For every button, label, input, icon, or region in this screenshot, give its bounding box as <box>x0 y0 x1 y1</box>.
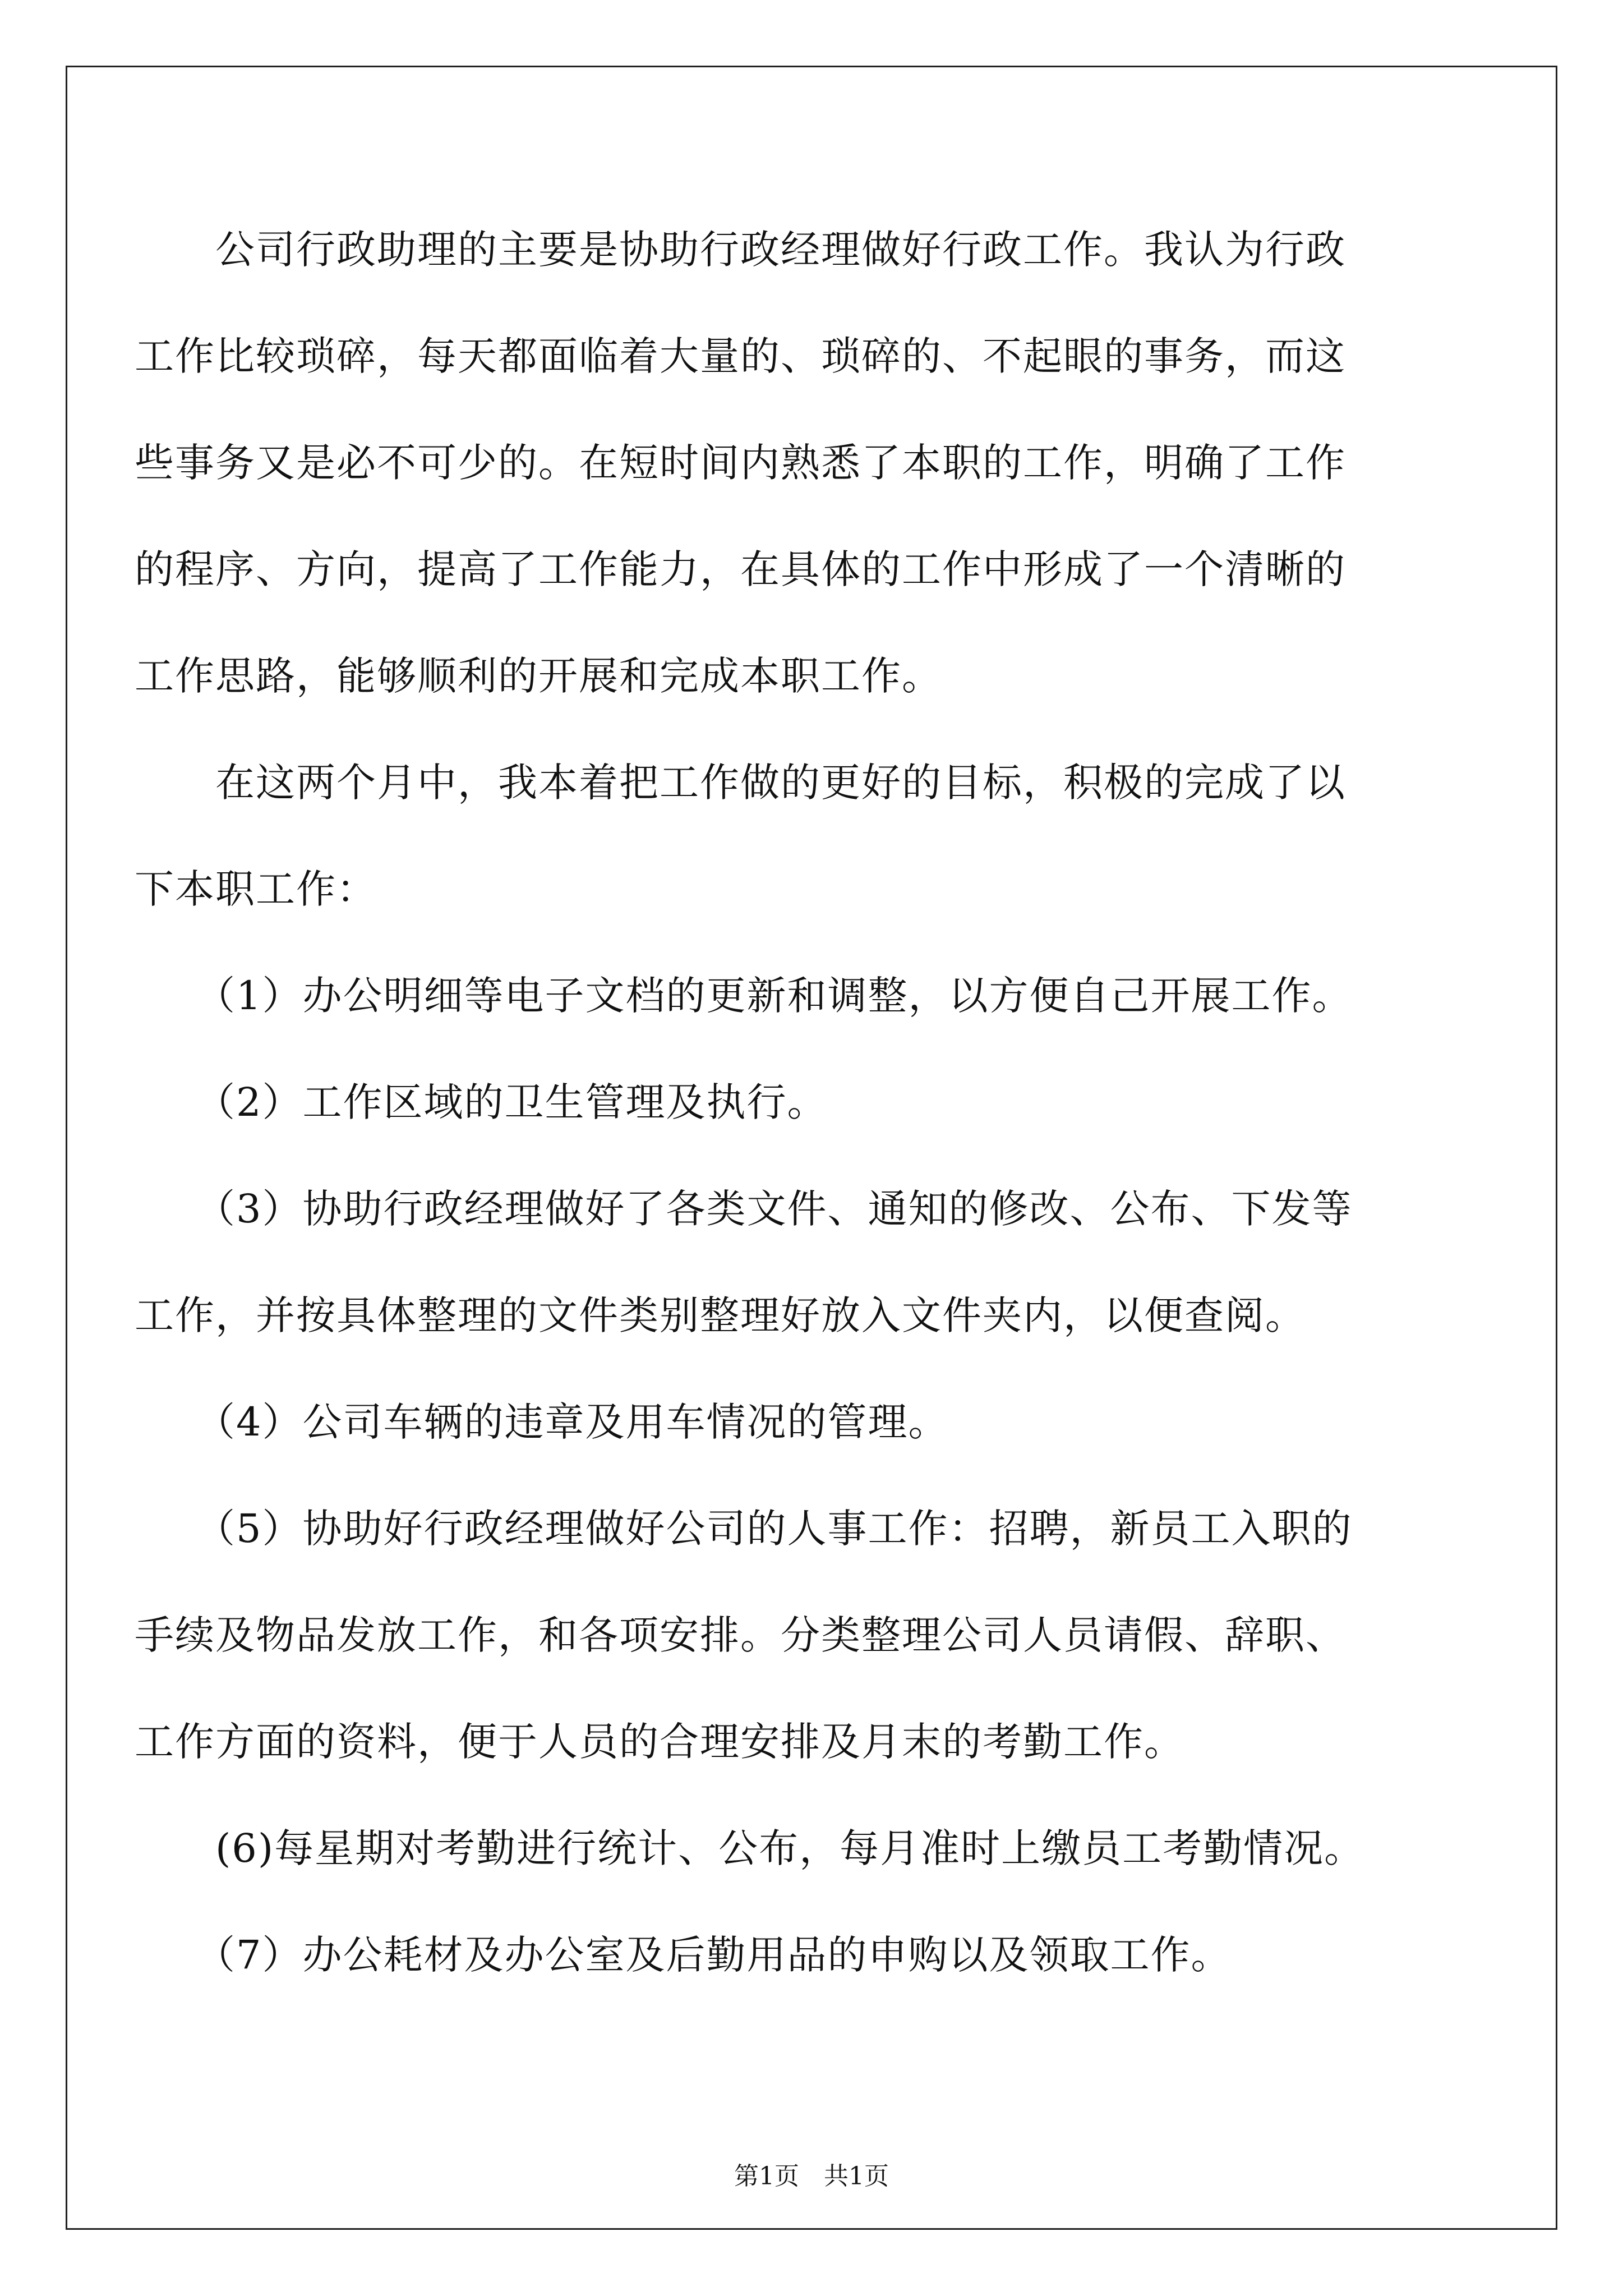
text-line: 工作思路，能够顺利的开展和完成本职工作。 <box>135 653 942 699</box>
page-border <box>66 66 1557 2230</box>
text-line: 公司行政助理的主要是协助行政经理做好行政工作。我认为行政 <box>135 227 1346 273</box>
page-number: 第1页 共1页 <box>734 2162 889 2191</box>
text-line: 的程序、方向，提高了工作能力，在具体的工作中形成了一个清晰的 <box>135 546 1346 592</box>
text-line: 下本职工作： <box>135 866 377 912</box>
text-line: 工作方面的资料，便于人员的合理安排及月末的考勤工作。 <box>135 1719 1184 1765</box>
text-line: （1）办公明细等电子文档的更新和调整，以方便自己开展工作。 <box>135 973 1353 1019</box>
text-line: 工作比较琐碎，每天都面临着大量的、琐碎的、不起眼的事务，而这 <box>135 333 1346 379</box>
text-line: 些事务又是必不可少的。在短时间内熟悉了本职的工作，明确了工作 <box>135 440 1346 486</box>
page-footer <box>0 2154 1623 2199</box>
text-line: （2）工作区域的卫生管理及执行。 <box>135 1079 828 1125</box>
text-line: （7）办公耗材及办公室及后勤用品的申购以及领取工作。 <box>135 1932 1232 1978</box>
text-line: （3）协助行政经理做好了各类文件、通知的修改、公布、下发等 <box>135 1186 1353 1232</box>
text-line: (6)每星期对考勤进行统计、公布，每月准时上缴员工考勤情况。 <box>135 1825 1365 1871</box>
text-line: （5）协助好行政经理做好公司的人事工作：招聘，新员工入职的 <box>135 1506 1353 1552</box>
text-line: 工作，并按具体整理的文件类别整理好放入文件夹内，以便查阅。 <box>135 1292 1306 1338</box>
text-line: 手续及物品发放工作，和各项安排。分类整理公司人员请假、辞职、 <box>135 1612 1346 1658</box>
text-line: 在这两个月中，我本着把工作做的更好的目标，积极的完成了以 <box>135 760 1346 806</box>
text-line: （4）公司车辆的违章及用车情况的管理。 <box>135 1399 949 1445</box>
